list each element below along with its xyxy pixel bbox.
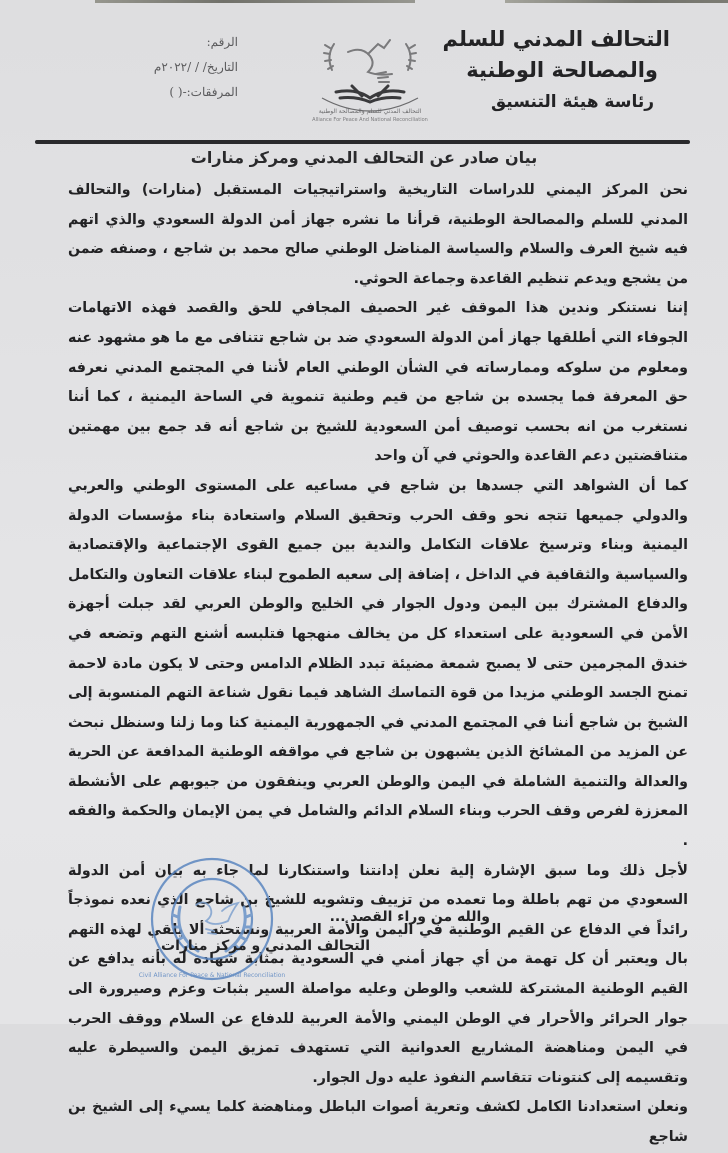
- logo-caption-ar: التحالف المدني للسلم والمصالحة الوطنية: [318, 108, 422, 115]
- reference-number-field: الرقم:: [206, 35, 238, 49]
- body-paragraph: نحن المركز اليمني للدراسات التاريخية واستراتيجيات المستقبل (منارات) والتحالف المدني للسلم والمصالحة الوطنية، قرأنا ما نشره جهاز أمن الدولة السعودي والذي اتهم فيه شيخ العرف والسلام والسياسة المناضل الوطني صالح محمد بن شاجع ، وصنفه ضمن من يشجع ويدعم تنظيم القاعدة وجماعة الحوثي.: [68, 182, 688, 287]
- org-name-line-1: التحالف المدني للسلم: [442, 27, 670, 51]
- body-paragraph: ونعلن استعدادنا الكامل لكشف وتعرية أصوات الباطل ومناهضة كلما يسيء إلى الشيخ بن شاجع: [68, 1099, 688, 1145]
- dove-olive-branch-logo-icon: [300, 26, 440, 126]
- org-department: رئاسة هيئة التنسيق: [490, 92, 654, 112]
- header-divider: [35, 140, 690, 144]
- org-name-line-2: والمصالحة الوطنية: [466, 58, 658, 82]
- page-edge-shadow: [505, 0, 728, 3]
- stamp-caption-en: Civil Alliance For Peace & National Reconciliation: [138, 972, 286, 979]
- attachments-field: المرفقات:-( ): [169, 85, 238, 99]
- organization-name-block: [430, 24, 670, 118]
- logo-caption-en: Alliance For Peace And National Reconciliation: [312, 117, 428, 123]
- closing-line: والله من وراء القصد ...: [329, 909, 490, 925]
- body-paragraph: كما أن الشواهد التي جسدها بن شاجع في مساعيه على المستوى الوطني والعربي والدولي جميعها تتجه نحو وقف الحرب وتحقيق السلام واستعادة بناء مؤسسات الدولة اليمنية وبناء وترسيخ علاقات التكامل والندية بين جميع القوى الإجتماعية والإقتصادية والسياسية والثقافية في الداخل ، إضافة إلى سعيه الطموح لبناء علاقات التعاون والتكامل والدفاع المشترك بين اليمن ودول الجوار في الخليج والوطن العربي لقد جبلت أجهزة الأمن في السعودية على استعداء كل من يخالف منهجها فتلبسه أشنع التهم وتضعه في خندق المجرمين حتى لا يصبح شمعة مضيئة تبدد الظلام الدامس وحتى لا يكون مادة لاحمة تمنح الجسد الوطني مزيدا من قوة التماسك الشاهد فيما نقول شناعة التهم المنسوبة إلى الشيخ بن شاجع أننا في المجتمع المدني في الجمهورية اليمنية كنا وما زلنا وسنظل نبحث عن المزيد من المشائخ الذين يشبهون بن شاجع في مواقفه الوطنية المدافعة عن الحرية والعدالة والتنمية الشاملة في اليمن والوطن العربي وينفقون من جيوبهم على الأنشطة المعززة لفرص وقف الحرب وبناء السلام الدائم والشامل في يمن الإيمان والحكمة والفقه .: [68, 477, 688, 850]
- date-field: التاريخ/ / /٢٠٢٢م: [153, 60, 238, 74]
- document-meta-fields: [60, 30, 250, 105]
- signature-line: التحالف المدني و مركز منارات: [161, 938, 370, 954]
- body-paragraph: إننا نستنكر وندين هذا الموقف غير الحصيف المجافي للحق والقصد فهذه الاتهامات الجوفاء التي أطلقها جهاز أمن الدولة السعودي ضد بن شاجع تتنافى مع ما هو مشهود عنه ومعلوم من سلوكه وممارساته في الشأن الوطني العام لأننا في المجتمع المدني نعرفه حق المعرفة فما يجسده بن شاجع من قيم وطنية تنموية في الساحة اليمنية ، كما أننا نستغرب من انه بحسب توصيف أمن السعودية للشيخ بن شاجع أنه قد جمع بين مهمتين متناقضتين دعم القاعدة والحوثي في آن واحد: [68, 300, 688, 465]
- organization-seal-stamp-icon: [138, 855, 286, 983]
- statement-body: [68, 176, 688, 1153]
- statement-title: بيان صادر عن التحالف المدني ومركز منارات: [190, 148, 538, 167]
- page-edge-shadow: [95, 0, 415, 3]
- body-paragraph: لأجل ذلك وما سبق الإشارة إلية نعلن إدانتنا واستنكارنا لما جاء به بيان أمن الدولة السعودي من تهم باطلة وما تعمده من تزييف وتشويه للشيخ بن شاجع الذي نعده نموذجاً رائداً في الدفاع عن القيم الوطنية في اليمن والأمة العربية ونستحثه ألا يلقي لهذه التهم بال ويعتبر أن كل تهمة من أي جهاز أمني في السعودية بمثابة شهادة له بأنه يدافع عن القيم الوطنية المشتركة للشعب والوطن وعليه مواصلة السير بثبات وعزم وصيرورة الى جوار الحرائر والأحرار في الوطن اليمني والأمة العربية للدفاع عن السلام ووقف الحرب في اليمن ومناهضة المشاريع العدوانية التي تستهدف تمزيق اليمن والسيطرة عليه وتقسيمه إلى كنتونات تتقاسم النفوذ عليه دول الجوار.: [68, 862, 688, 1086]
